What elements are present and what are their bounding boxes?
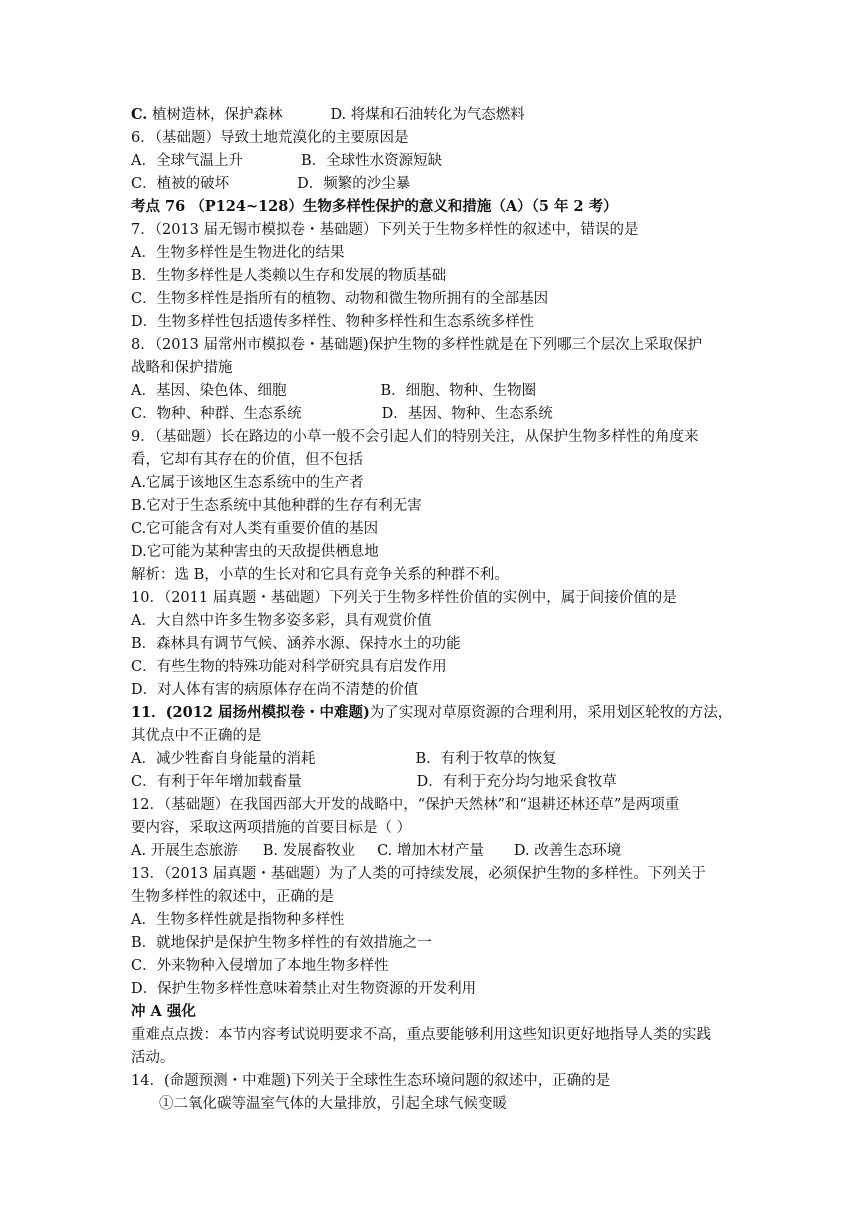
option-letter: C. xyxy=(131,106,148,123)
option-line: D．对人体有害的病原体存在尚不清楚的价值 xyxy=(131,682,419,698)
statement-item: ①二氧化碳等温室气体的大量排放，引起全球气候变暖 xyxy=(159,1096,507,1112)
option-line: D．保护生物多样性意味着禁止对生物资源的开发利用 xyxy=(131,981,477,997)
option-text: D．频繁的沙尘暴 xyxy=(297,176,411,192)
option-text: D. 改善生态环境 xyxy=(513,843,622,859)
question-stem: 其优点中不正确的是 xyxy=(131,728,262,744)
question-stem xyxy=(131,702,732,724)
option-text: B. 发展畜牧业 xyxy=(262,843,356,859)
question-stem: 9．（基础题）长在路边的小草一般不会引起人们的特别关注，从保护生物多样性的角度来 xyxy=(131,429,699,445)
option-line: C.它可能含有对人类有重要价值的基因 xyxy=(131,521,379,537)
option-line: A．生物多样性就是指物种多样性 xyxy=(131,912,345,928)
option-text: 植树造林，保护森林 xyxy=(147,107,283,123)
question-text: 为了实现对草原资源的合理利用，采用划区轮牧的方法， xyxy=(369,705,733,721)
section-heading: 考点 76 （P124~128）生物多样性保护的意义和措施（A）（5 年 2 考） xyxy=(131,198,618,215)
question-stem: 8．（2013 届常州市模拟卷・基础题)保护生物的多样性就是在下列哪三个层次上采取保护 xyxy=(131,337,703,353)
option-text: A．减少牲畜自身能量的消耗 xyxy=(131,751,316,767)
option-line: B．生物多样性是人类赖以生存和发展的物质基础 xyxy=(131,268,447,284)
option-text: B．全球性水资源短缺 xyxy=(300,153,443,169)
option-text: C. 增加木材产量 xyxy=(377,843,484,859)
option-row xyxy=(131,840,621,862)
option-row xyxy=(131,403,553,425)
question-stem: 10．（2011 届真题・基础题）下列关于生物多样性价值的实例中，属于间接价值的是 xyxy=(131,590,677,606)
section-heading: 冲 A 强化 xyxy=(131,1003,196,1020)
option-text: C．有利于年年增加载畜量 xyxy=(131,774,302,790)
option-line: B.它对于生态系统中其他种群的生存有利无害 xyxy=(131,498,422,514)
option-text: C．物种、种群、生态系统 xyxy=(131,406,302,422)
option-text: D．基因、物种、生态系统 xyxy=(381,406,553,422)
option-line: A.它属于该地区生态系统中的生产者 xyxy=(131,475,364,491)
paragraph-line: 活动。 xyxy=(131,1050,175,1066)
option-text: D．有利于充分均匀地采食牧草 xyxy=(416,774,617,790)
option-text: A. 开展生态旅游 xyxy=(131,843,238,859)
option-line: C．外来物种入侵增加了本地生物多样性 xyxy=(131,958,389,974)
option-line: D．生物多样性包括遗传多样性、物种多样性和生态系统多样性 xyxy=(131,314,535,330)
question-stem: 6．（基础题）导致土地荒漠化的主要原因是 xyxy=(131,130,409,146)
answer-explanation: 解析：选 B，小草的生长对和它具有竞争关系的种群不利。 xyxy=(131,567,509,583)
option-line: B．森林具有调节气候、涵养水源、保持水土的功能 xyxy=(131,636,461,652)
question-source: 11．(2012 届扬州模拟卷・中难题) xyxy=(131,704,370,721)
option-line: A．大自然中许多生物多姿多彩，具有观赏价值 xyxy=(131,613,432,629)
option-text: B．有利于牧草的恢复 xyxy=(415,751,557,767)
question-stem: 生物多样性的叙述中，正确的是 xyxy=(131,889,334,905)
option-row xyxy=(131,173,410,195)
question-stem: 看，它却有其存在的价值，但不包括 xyxy=(131,452,363,468)
option-text: A．基因、染色体、细胞 xyxy=(131,383,287,399)
option-line xyxy=(131,104,525,126)
option-line: A．生物多样性是生物进化的结果 xyxy=(131,245,345,261)
option-row xyxy=(131,771,617,793)
option-row xyxy=(131,748,557,770)
question-stem: 14．(命题预测・中难题)下列关于全球性生态环境问题的叙述中，正确的是 xyxy=(131,1073,611,1089)
option-text: D. 将煤和石油转化为气态燃料 xyxy=(330,107,525,123)
option-line: C．有些生物的特殊功能对科学研究具有启发作用 xyxy=(131,659,447,675)
question-stem: 7．（2013 届无锡市模拟卷・基础题）下列关于生物多样性的叙述中，错误的是 xyxy=(131,222,639,238)
question-stem: 战略和保护措施 xyxy=(131,360,233,376)
question-stem: 13．（2013 届真题・基础题）为了人类的可持续发展，必须保护生物的多样性。下列关于 xyxy=(131,866,706,882)
option-line: D.它可能为某种害虫的天敌提供栖息地 xyxy=(131,544,379,560)
option-row xyxy=(131,150,442,172)
option-text: C．植被的破坏 xyxy=(131,176,230,192)
paragraph-line: 重难点点拨：本节内容考试说明要求不高，重点要能够利用这些知识更好地指导人类的实践 xyxy=(131,1027,711,1043)
option-line: B．就地保护是保护生物多样性的有效措施之一 xyxy=(131,935,432,951)
option-row xyxy=(131,380,536,402)
question-stem: 要内容，采取这两项措施的首要目标是（ ） xyxy=(131,820,412,836)
question-stem: 12．（基础题）在我国西部大开发的战略中，“保护天然林”和“退耕还林还草”是两项重 xyxy=(131,797,680,813)
option-line: C．生物多样性是指所有的植物、动物和微生物所拥有的全部基因 xyxy=(131,291,549,307)
option-text: B．细胞、物种、生物圈 xyxy=(380,383,537,399)
option-text: A．全球气温上升 xyxy=(131,153,243,169)
